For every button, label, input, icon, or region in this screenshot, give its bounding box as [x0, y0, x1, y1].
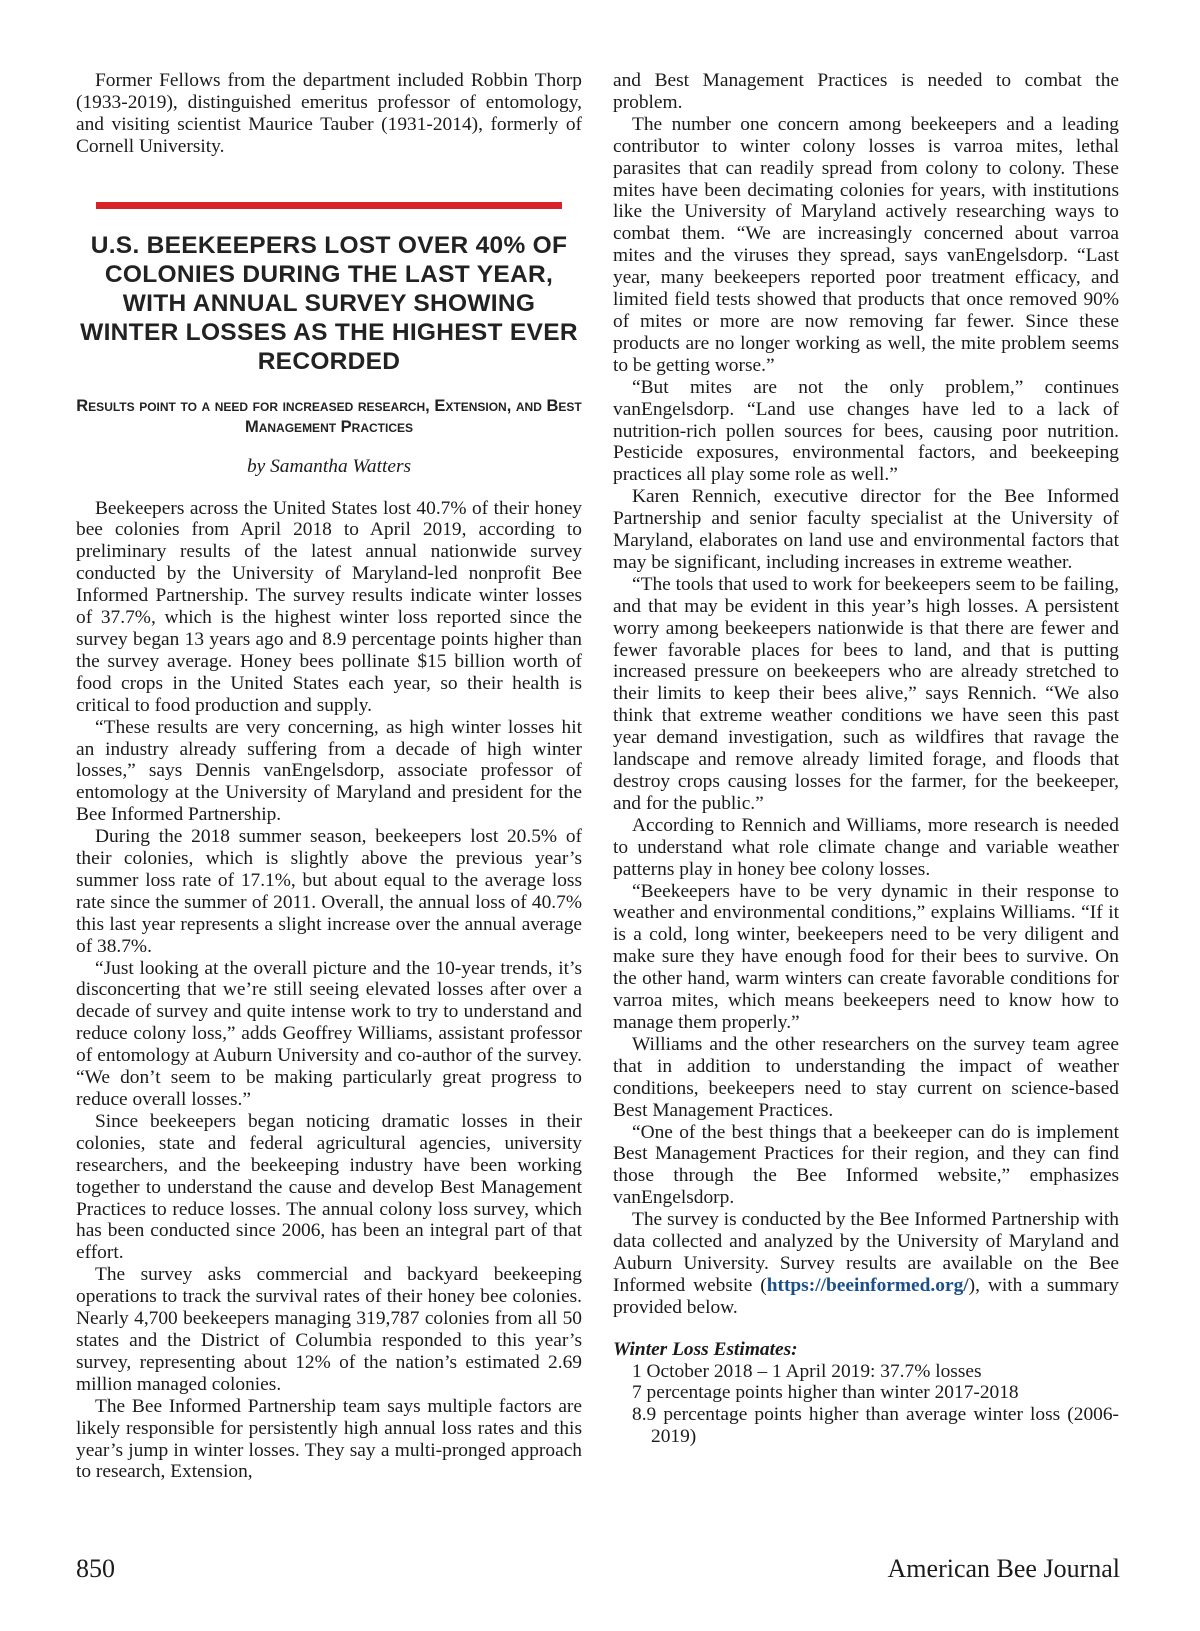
- survey-text-before: The survey is conducted by the Bee Informed Partnership with data collected and analyzed by the University of Maryland and Auburn University. Survey results are available on the Bee Informed website (: [613, 1209, 1119, 1296]
- body-paragraph: “Beekeepers have to be very dynamic in their response to weather and environmental conditions,” explains Williams. “If it is a cold, long winter, beekeepers need to be very diligent and make sure they have enough food for their bees to survive. On the other hand, warm winters can create favorable conditions for varroa mites, which means beekeepers need to know how to manage them properly.”: [613, 880, 1119, 1033]
- body-paragraph: Since beekeepers began noticing dramatic losses in their colonies, state and federal agricultural agencies, university researchers, and the beekeeping industry have been working together to understand the cause and develop Best Management Practices to reduce losses. The annual colony loss survey, which has been conducted since 2006, has been an integral part of that effort.: [76, 1110, 582, 1264]
- body-paragraph: The survey asks commercial and backyard beekeeping operations to track the survival rates of their honey bee colonies. Nearly 4,700 beekeepers managing 319,787 colonies from all 50 states and the District of Columbia responded to this year’s survey, representing about 12% of the nation’s estimated 2.69 million managed colonies.: [76, 1264, 582, 1395]
- right-column: [613, 70, 1119, 1448]
- article-deck: Results point to a need for increased research, Extension, and Best Management Practices: [76, 396, 582, 436]
- page-number: 850: [76, 1554, 115, 1583]
- article-headline: U.S. BEEKEEPERS LOST OVER 40% OF COLONIES DURING THE LAST YEAR, WITH ANNUAL SURVEY SHOWING WINTER LOSSES AS THE HIGHEST EVER RECORDED: [80, 231, 578, 375]
- byline: by Samantha Watters: [246, 455, 412, 477]
- journal-name: American Bee Journal: [887, 1554, 1120, 1583]
- body-paragraph: “But mites are not the only problem,” continues vanEngelsdorp. “Land use changes have led to a lack of nutrition-rich pollen sources for bees, causing poor nutrition. Pesticide exposures, environmental factors, and beekeeping practices all play some role as well.”: [613, 376, 1119, 486]
- body-paragraph: Williams and the other researchers on the survey team agree that in addition to understanding the impact of weather conditions, beekeepers need to stay current on science-based Best Management Practices.: [613, 1033, 1119, 1121]
- list-item: 1 October 2018 – 1 April 2019: 37.7% losses: [632, 1360, 982, 1382]
- body-paragraph: The number one concern among beekeepers and a leading contributor to winter colony losses is varroa mites, lethal parasites that can readily spread from colony to colony. These mites have been decimating colonies for years, with institutions like the University of Maryland actively researching ways to combat them. “We are increasingly concerned about varroa mites and the viruses they spread, says vanEngelsdorp. “Last year, many beekeepers reported poor treatment efficacy, and limited field tests showed that products that once removed 90% of mites or more are now removing far fewer. Since these products are no longer working as well, the mite problem seems to be getting worse.”: [613, 113, 1119, 376]
- survey-paragraph: [613, 1209, 1119, 1319]
- body-paragraph: Beekeepers across the United States lost 40.7% of their honey bee colonies from April 2018 to April 2019, according to preliminary results of the latest annual nationwide survey conducted by the University of Maryland-led nonprofit Bee Informed Partnership. The survey results indicate winter losses of 37.7%, which is the highest winter loss reported since the survey began 13 years ago and 8.9 percentage points higher than the survey average. Honey bees pollinate $15 billion worth of food crops in the United States each year, so their health is critical to food production and supply.: [76, 497, 582, 716]
- body-paragraph: The Bee Informed Partnership team says multiple factors are likely responsible for persistently high annual loss rates and this year’s jump in winter losses. They say a multi-pronged approach to research, Extension,: [76, 1395, 582, 1483]
- list-item: 8.9 percentage points higher than average winter loss (2006-2019): [632, 1404, 1119, 1448]
- intro-paragraph: Former Fellows from the department included Robbin Thorp (1933-2019), distinguished emeritus professor of entomology, and visiting scientist Maurice Tauber (1931-2014), formerly of Cornell University.: [76, 70, 582, 157]
- body-paragraph: Karen Rennich, executive director for the Bee Informed Partnership and senior faculty specialist at the University of Maryland, elaborates on land use and environmental factors that may be significant, including increases in extreme weather.: [613, 486, 1119, 573]
- body-paragraph: During the 2018 summer season, beekeepers lost 20.5% of their colonies, which is slightly above the previous year’s summer loss rate of 17.1%, but about equal to the average loss rate since the summer of 2011. Overall, the annual loss of 40.7% this last year represents a slight increase over the annual average of 38.7%.: [76, 826, 582, 957]
- winter-loss-list: [613, 1361, 1119, 1449]
- body-paragraph: “Just looking at the overall picture and the 10-year trends, it’s disconcerting that we’re still seeing elevated losses after over a decade of survey and quite intense work to try to understand and reduce colony loss,” adds Geoffrey Williams, assistant professor of entomology at Auburn University and co-author of the survey. “We don’t seem to be making particularly great progress to reduce overall losses.”: [76, 957, 582, 1110]
- body-paragraph: “The tools that used to work for beekeepers seem to be failing, and that may be evident in this year’s high losses. A persistent worry among beekeepers nationwide is that there are fewer and fewer favorable places for bees to land, and that is putting increased pressure on beekeepers who are already stretched to their limits to keep their bees alive,” says Rennich. “We also think that extreme weather conditions we have seen this past year demand investigation, such as wildfires that ravage the landscape and remove already limited forage, and floods that destroy crops causing losses for the farmer, for the beekeeper, and for the public.”: [613, 573, 1119, 814]
- left-column: [76, 70, 582, 1483]
- bee-informed-link[interactable]: https://beeinformed.org/: [766, 1274, 969, 1296]
- section-divider: [96, 202, 562, 209]
- body-paragraph: According to Rennich and Williams, more research is needed to understand what role climate change and variable weather patterns play in honey bee colony losses.: [613, 814, 1119, 880]
- winter-loss-heading: Winter Loss Estimates:: [613, 1338, 798, 1360]
- body-paragraph: “These results are very concerning, as high winter losses hit an industry already suffering from a decade of high winter losses,” says Dennis vanEngelsdorp, associate professor of entomology at the University of Maryland and president for the Bee Informed Partnership.: [76, 716, 582, 826]
- survey-text-after: ), with a summary provided below.: [613, 1274, 1119, 1318]
- continued-paragraph: and Best Management Practices is needed to combat the problem.: [613, 70, 1119, 113]
- list-item: 7 percentage points higher than winter 2017-2018: [632, 1382, 1019, 1404]
- body-paragraph: “One of the best things that a beekeeper can do is implement Best Management Practices for their region, and they can find those through the Bee Informed website,” emphasizes vanEngelsdorp.: [613, 1121, 1119, 1209]
